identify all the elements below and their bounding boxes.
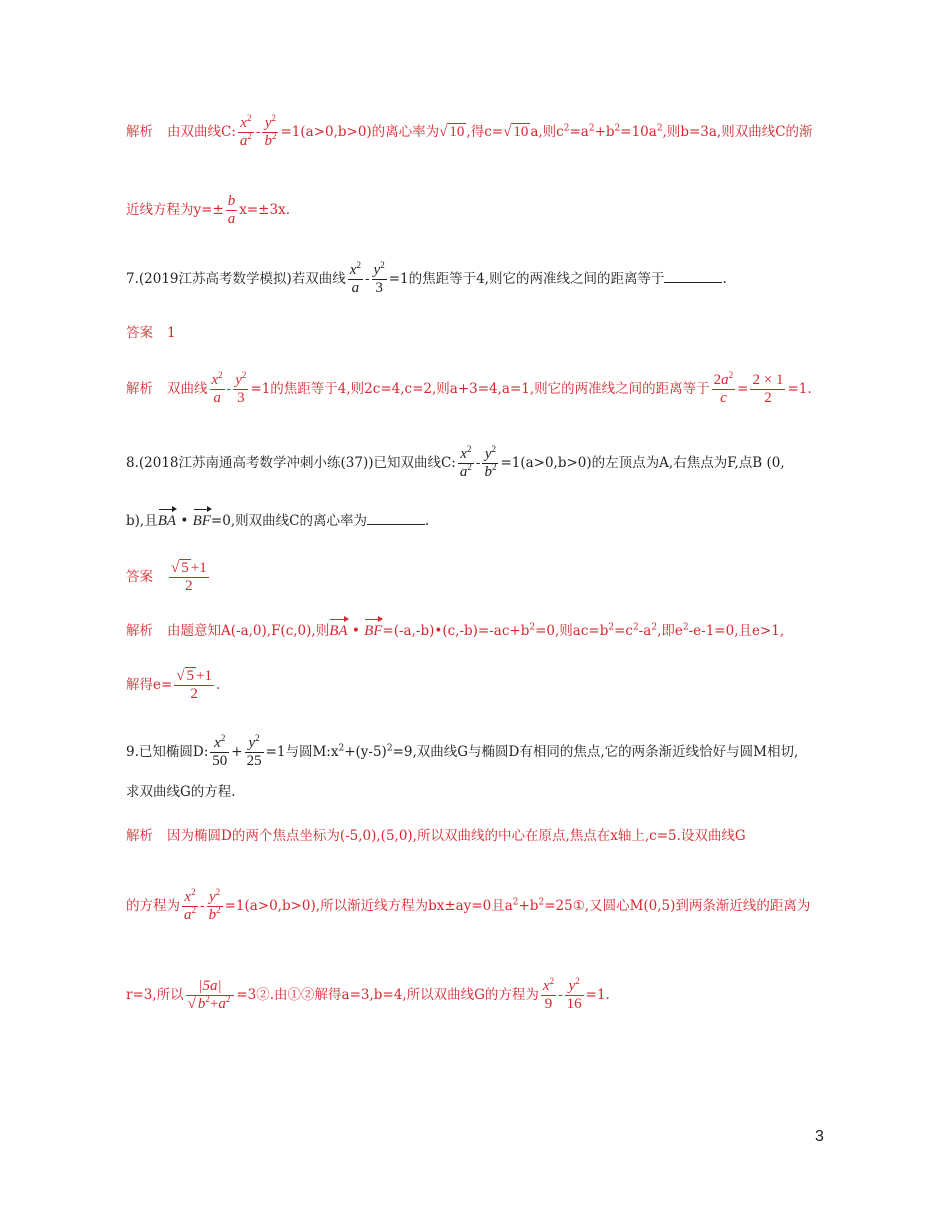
solution-label: 解析 <box>126 623 153 639</box>
text: -a <box>638 623 652 639</box>
text: x=±3x. <box>239 202 290 218</box>
fraction-sqrt5-plus-1-over-2: $\frac{√ 5 +1}{2}$ <box>171 560 207 594</box>
solution-label: 解析 <box>126 828 153 844</box>
fraction-y2-3: $\frac{y^2}{3}$ <box>235 370 247 406</box>
answer-label: 答案 <box>126 569 153 585</box>
fraction-y2-b2: $\frac{y^2}{b^2}$ <box>264 113 277 149</box>
fraction-x2-a: $\frac{x^2}{a}$ <box>349 260 361 296</box>
fraction-2x1-2: $\frac{2 \times 1}{2}$ <box>752 372 784 406</box>
text: - <box>558 987 563 1003</box>
vector-BA: BA <box>329 617 347 641</box>
text: =a <box>569 124 589 140</box>
fraction-x2-a2: $\frac{x^2}{a^2}$ <box>184 887 196 923</box>
fraction-2a2-c: $\frac{2a^2}{c}$ <box>713 370 734 406</box>
text: 7.(2019江苏高考数学模拟)若双曲线 <box>126 271 346 287</box>
solution-6-line-2 <box>126 193 840 228</box>
solution-9-line-2: 的方程为 $\frac{x^2}{a^2}$ - $\frac{y^2}{b^2}$ =1(a>0,b>0),所以渐近线方程为bx±ay=0且$a^2+b^2=25①$,又圆心M(0,5)到两条渐近线的距离为 <box>126 887 811 923</box>
solution-7 <box>126 372 840 407</box>
fraction-x2-9: $\frac{x^2}{9}$ <box>542 976 555 1012</box>
solution-9-line-3 <box>126 978 840 1013</box>
vector-BF: BF <box>364 617 382 641</box>
solution-6-line-1: 解析 由双曲线C: $\frac{x^2}{a^2}$ - $\frac{y^2}{b^2}$ =1(a>0,b>0)的离心率为√ 10 ,得c=√ 10 a,则$c^2=a^2+b^2=10a^2$,则b=3a,则双曲线C的渐 <box>126 113 813 149</box>
text: ,即e <box>657 623 683 639</box>
text: - <box>364 271 370 287</box>
text: 9.已知椭圆D: <box>126 744 209 760</box>
text: = <box>737 381 749 397</box>
text: -e-1=0,且e>1, <box>688 623 785 639</box>
text: r=3,所以 <box>126 987 184 1003</box>
solution-label: 解析 <box>126 381 153 397</box>
text: =1(a>0,b>0),所以渐近线方程为bx±ay=0且a <box>224 898 513 914</box>
text: . <box>424 513 430 529</box>
text: =0,则ac=b <box>535 623 609 639</box>
text: • <box>351 623 360 639</box>
question-9: 9.已知椭圆D: $\frac{x^2}{50}$ + $\frac{y^2}{25}$ =1与圆$M:x^2+(y-5)^2=9$,双曲线G与椭圆D有相同的焦点,它的两条渐近线恰好与圆M相切, <box>126 733 799 769</box>
answer-blank <box>664 270 722 283</box>
text: 因为椭圆D的两个焦点坐标为(-5,0),(5,0),所以双曲线的中心在原点,焦点在x轴上,c=5.设双曲线G <box>167 828 746 844</box>
solution-9 <box>126 826 840 846</box>
vector-BF: BF <box>193 507 211 531</box>
text: • <box>180 513 189 529</box>
fraction-y2-b2: $\frac{y^2}{b^2}$ <box>484 444 497 480</box>
sqrt-10: √ 10 <box>439 124 465 140</box>
text: . <box>216 677 221 693</box>
fraction-abs5a-over-sqrt: $\frac{|5a|}{√ b^2+a^2}$ <box>186 978 235 1013</box>
solution-8-line-2 <box>126 668 840 703</box>
fraction-x2-a2: $\frac{x^2}{a^2}$ <box>239 113 252 149</box>
text: - <box>475 455 481 471</box>
text: =c <box>614 623 633 639</box>
text: 近线方程为y=± <box>126 202 224 218</box>
text: =1的焦距等于4,则2c=4,c=2,则a+3=4,a=1,则它的两准线之间的距离等于 <box>250 381 710 397</box>
question-8 <box>126 446 840 481</box>
text: - <box>255 124 261 140</box>
vector-BA: BA <box>158 507 176 531</box>
question-9-line-2 <box>126 782 840 802</box>
text: 由双曲线C: <box>167 124 236 140</box>
text: =0,则双曲线C的离心率为 <box>210 513 367 529</box>
text: =9,双曲线G与椭圆D有相同的焦点,它的两条渐近线恰好与圆M相切, <box>392 744 799 760</box>
fraction-y2-3: $\frac{y^2}{3}$ <box>373 260 385 296</box>
text: =3②.由①②解得a=3,b=4,所以双曲线G的方程为 <box>236 987 539 1003</box>
text: . <box>722 271 727 287</box>
solution-label: 解析 <box>126 124 153 140</box>
text: 的方程为 <box>126 898 180 914</box>
text: =1与圆M:x <box>265 744 339 760</box>
text: - <box>226 381 232 397</box>
question-8-line-2 <box>126 507 840 531</box>
answer-7 <box>126 323 840 343</box>
solution-8: 解析 由题意知A(-a,0),F(c,0),则BA • $BF=(-a,-b)•(c,-b)=-ac+b^2=0$,则$ac=b^2=c^2-a^2$,即$e^2-e-1=0$,且e>1, <box>126 617 840 641</box>
fraction-x2-50: $\frac{x^2}{50}$ <box>212 733 228 769</box>
text: =1(a>0,b>0)的左顶点为A,右焦点为F,点B (0, <box>500 455 785 471</box>
text: 双曲线 <box>167 381 208 397</box>
text: =1(a>0,b>0)的离心率为 <box>280 124 440 140</box>
text: 由题意知A(-a,0),F(c,0),则 <box>167 623 330 639</box>
text: +(y-5) <box>344 744 387 760</box>
text: 解得e= <box>126 677 173 693</box>
text: - <box>200 898 205 914</box>
question-7 <box>126 262 840 297</box>
text: =1. <box>585 987 610 1003</box>
text: ,则b=3a,则双曲线C的渐 <box>662 124 813 140</box>
text: =1的焦距等于4,则它的两准线之间的距离等于 <box>388 271 665 287</box>
answer-value: 1 <box>167 325 176 341</box>
text: ,得c= <box>466 124 504 140</box>
text: b),且 <box>126 513 158 529</box>
text: a,则c <box>530 124 564 140</box>
text: + <box>231 744 243 760</box>
answer-8 <box>126 560 840 595</box>
text: =25①,又圆心M(0,5)到两条渐近线的距离为 <box>544 898 811 914</box>
fraction-y2-25: $\frac{y^2}{25}$ <box>246 733 262 769</box>
text: =(-a,-b)•(c,-b)=-ac+b <box>382 623 530 639</box>
fraction-x2-a2: $\frac{x^2}{a^2}$ <box>459 444 472 480</box>
fraction-y2-16: $\frac{y^2}{16}$ <box>566 976 582 1012</box>
text: +b <box>518 898 539 914</box>
fraction-x2-a: $\frac{x^2}{a}$ <box>211 370 223 406</box>
sqrt-10: √ 10 <box>503 124 529 140</box>
text: =1. <box>787 381 812 397</box>
answer-blank <box>367 512 425 525</box>
page-number: 3 <box>815 1128 824 1145</box>
fraction-y2-b2: $\frac{y^2}{b^2}$ <box>208 887 221 923</box>
text: 8.(2018江苏南通高考数学冲刺小练(37))已知双曲线C: <box>126 455 456 471</box>
text: 求双曲线G的方程. <box>126 784 236 800</box>
fraction-b-a: $\frac{b}{a}$ <box>227 193 236 227</box>
text: =10a <box>620 124 657 140</box>
fraction-sqrt5-plus-1-over-2: $\frac{√ 5 +1}{2}$ <box>176 668 213 702</box>
answer-label: 答案 <box>126 325 153 341</box>
text: +b <box>594 124 615 140</box>
